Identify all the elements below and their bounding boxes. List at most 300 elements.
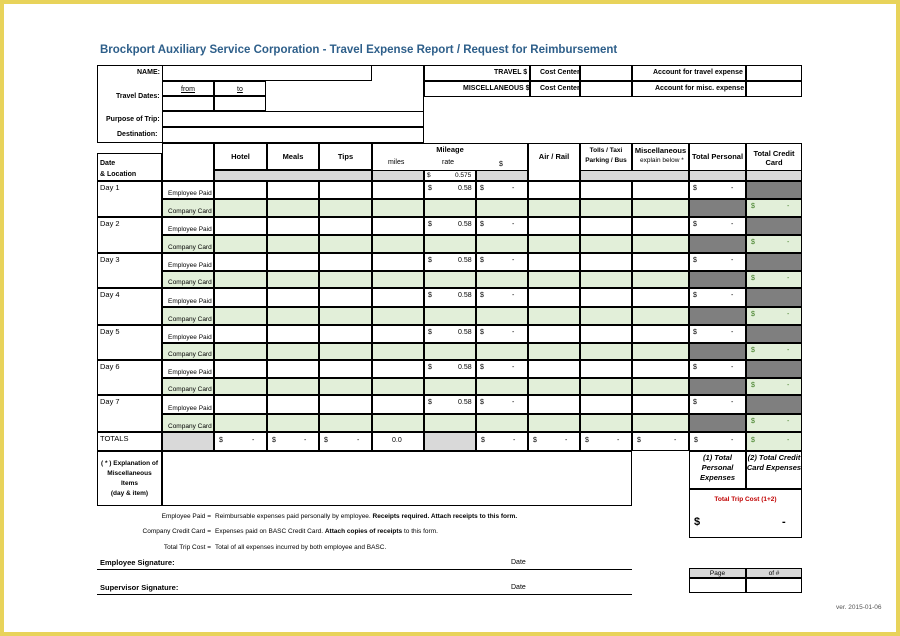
day-label: Day 4 xyxy=(100,290,120,299)
employee-date-label: Date xyxy=(511,559,526,566)
company-cell[interactable] xyxy=(580,235,632,253)
total-dollar: $ xyxy=(533,437,537,444)
rate-dollar: $ xyxy=(428,185,432,192)
total-dollar: $ xyxy=(219,437,223,444)
employee-cell[interactable] xyxy=(267,288,319,307)
company-cell[interactable] xyxy=(267,235,319,253)
rate-dollar: $ xyxy=(428,399,432,406)
mileage-dash: - xyxy=(512,329,515,336)
rate-dollar: $ xyxy=(428,221,432,228)
total-personal-header: Total Personal xyxy=(691,152,744,161)
company-cell[interactable] xyxy=(424,235,476,253)
tc-dash: - xyxy=(787,311,790,318)
company-cell[interactable] xyxy=(319,307,372,325)
company-card-label: Company Card xyxy=(168,423,212,430)
company-card-label: Company Card xyxy=(168,208,212,215)
rate-value: 0.58 xyxy=(458,399,472,406)
tp-dollar: $ xyxy=(693,185,697,192)
company-cell[interactable] xyxy=(580,307,632,325)
mileage-dash: - xyxy=(512,292,515,299)
meals-header: Meals xyxy=(282,152,304,161)
legend-term: Total Trip Cost = xyxy=(163,544,211,551)
mileage-dash: - xyxy=(512,257,515,264)
mileage-dash: - xyxy=(512,399,515,406)
company-cell[interactable] xyxy=(632,414,689,432)
employee-cell[interactable] xyxy=(528,217,580,235)
employee-cell[interactable] xyxy=(580,253,632,271)
company-cell[interactable] xyxy=(476,414,528,432)
employee-paid-label: Employee Paid xyxy=(168,334,212,341)
company-cell[interactable] xyxy=(476,378,528,395)
total-credit-header-1: Total Credit xyxy=(753,149,795,158)
company-cell[interactable] xyxy=(372,414,424,432)
total-dash: - xyxy=(565,437,568,444)
to-date-field[interactable] xyxy=(214,96,266,111)
legend-tail: to this form. xyxy=(403,528,438,535)
name-field[interactable] xyxy=(162,65,372,81)
company-cell[interactable] xyxy=(319,235,372,253)
rate-value: 0.58 xyxy=(458,329,472,336)
tp-dash: - xyxy=(731,292,734,299)
mileage-dollar: $ xyxy=(480,221,484,228)
explanation-label: Miscellaneous xyxy=(107,470,152,477)
total-personal-blank xyxy=(689,307,746,325)
rate-sub-dollar: $ xyxy=(427,172,431,179)
employee-cell[interactable] xyxy=(372,181,424,199)
employee-cell[interactable] xyxy=(632,325,689,343)
company-cell[interactable] xyxy=(528,343,580,360)
total-dash: - xyxy=(617,437,620,444)
total-dash: - xyxy=(357,437,360,444)
company-cell[interactable] xyxy=(319,343,372,360)
travel-account-label: Account for travel expense xyxy=(653,69,743,76)
company-card-label: Company Card xyxy=(168,316,212,323)
header-sub-misc xyxy=(580,170,689,181)
company-card-label: Company Card xyxy=(168,351,212,358)
tc-dash: - xyxy=(787,347,790,354)
total-personal-blank xyxy=(689,271,746,288)
mileage-dollar: $ xyxy=(480,185,484,192)
employee-cell[interactable] xyxy=(528,253,580,271)
company-cell[interactable] xyxy=(580,343,632,360)
tp-dash: - xyxy=(731,221,734,228)
company-cell[interactable] xyxy=(267,271,319,288)
total-dash: - xyxy=(252,437,255,444)
employee-cell[interactable] xyxy=(267,325,319,343)
employee-cell[interactable] xyxy=(319,360,372,378)
company-cell[interactable] xyxy=(372,199,424,217)
air-rail-header: Air / Rail xyxy=(538,152,570,161)
employee-cell[interactable] xyxy=(632,360,689,378)
total-dollar: $ xyxy=(585,437,589,444)
legend-plain: Expenses paid on BASC Credit Card. xyxy=(215,528,324,535)
company-cell[interactable] xyxy=(528,414,580,432)
total-dash: - xyxy=(731,437,734,444)
mileage-dollar-header: $ xyxy=(499,161,503,168)
trip-total-label: Total Trip Cost (1+2) xyxy=(714,496,777,503)
tc-summary-label: Card Expenses xyxy=(746,463,802,472)
tc-dash: - xyxy=(787,275,790,282)
employee-cell[interactable] xyxy=(214,181,267,199)
employee-paid-label: Employee Paid xyxy=(168,298,212,305)
total-dash: - xyxy=(304,437,307,444)
employee-cell[interactable] xyxy=(267,360,319,378)
company-cell[interactable] xyxy=(632,199,689,217)
company-card-label: Company Card xyxy=(168,386,212,393)
cost-center-travel-field[interactable] xyxy=(580,65,632,81)
purpose-label: Purpose of Trip: xyxy=(106,116,160,123)
rate-value: 0.58 xyxy=(458,364,472,371)
employee-signature-line[interactable] xyxy=(97,569,632,570)
total-miles: 0.0 xyxy=(392,437,402,444)
travel-account-field[interactable] xyxy=(746,65,802,81)
employee-paid-label: Employee Paid xyxy=(168,190,212,197)
misc-sub-header: explain below * xyxy=(640,157,684,164)
total-credit-blank xyxy=(746,288,802,307)
name-label: NAME: xyxy=(137,69,160,76)
employee-cell[interactable] xyxy=(214,325,267,343)
company-cell[interactable] xyxy=(476,307,528,325)
tc-dollar: $ xyxy=(751,382,755,389)
company-cell[interactable] xyxy=(424,271,476,288)
employee-cell[interactable] xyxy=(372,395,424,414)
company-cell[interactable] xyxy=(424,378,476,395)
company-cell[interactable] xyxy=(372,307,424,325)
misc-account-label: Account for misc. expense xyxy=(655,85,745,92)
employee-cell[interactable] xyxy=(580,325,632,343)
misc-amount-label: MISCELLANEOUS $ xyxy=(463,85,530,92)
page-title: Brockport Auxiliary Service Corporation - Travel Expense Report / Request for Reimbursement xyxy=(100,44,618,56)
company-cell[interactable] xyxy=(214,378,267,395)
supervisor-signature-label: Supervisor Signature: xyxy=(100,583,179,592)
mileage-dollar: $ xyxy=(480,292,484,299)
of-label: of # xyxy=(768,570,780,577)
day-label: Day 3 xyxy=(100,255,120,264)
company-cell[interactable] xyxy=(267,414,319,432)
rate-value: 0.58 xyxy=(458,185,472,192)
company-cell[interactable] xyxy=(319,414,372,432)
cost-center-label-1: Cost Center xyxy=(540,69,580,76)
tp-dollar: $ xyxy=(693,364,697,371)
total-personal-value xyxy=(689,395,746,414)
tolls-header-1: Tolls / Taxi xyxy=(589,147,623,154)
trip-total-dash: - xyxy=(782,516,786,528)
mileage-dash: - xyxy=(512,364,515,371)
hotel-header: Hotel xyxy=(231,152,250,161)
header-blank xyxy=(162,143,214,181)
company-cell[interactable] xyxy=(632,378,689,395)
location-header: & Location xyxy=(100,171,137,178)
explanation-label: ( * ) Explanation of xyxy=(100,460,159,467)
employee-cell[interactable] xyxy=(632,181,689,199)
employee-cell[interactable] xyxy=(319,288,372,307)
tc-total-dollar: $ xyxy=(751,437,755,444)
tp-dollar: $ xyxy=(693,399,697,406)
to-label: to xyxy=(237,86,243,93)
total-credit-blank xyxy=(746,325,802,343)
explanation-field[interactable] xyxy=(162,451,632,506)
company-cell[interactable] xyxy=(372,378,424,395)
tp-sub xyxy=(689,170,746,181)
tc-dollar: $ xyxy=(751,275,755,282)
legend-description xyxy=(215,528,438,535)
employee-cell[interactable] xyxy=(372,360,424,378)
tp-dash: - xyxy=(731,257,734,264)
company-cell[interactable] xyxy=(580,414,632,432)
company-cell[interactable] xyxy=(476,271,528,288)
rate-dollar: $ xyxy=(428,257,432,264)
total-personal-value xyxy=(689,253,746,271)
employee-cell[interactable] xyxy=(372,253,424,271)
destination-label: Destination: xyxy=(117,131,158,138)
total-dollar: $ xyxy=(694,437,698,444)
employee-signature-label: Employee Signature: xyxy=(100,558,175,567)
employee-cell[interactable] xyxy=(632,217,689,235)
company-cell[interactable] xyxy=(528,378,580,395)
company-cell[interactable] xyxy=(528,271,580,288)
day-label: Day 1 xyxy=(100,183,120,192)
miles-sub xyxy=(372,170,424,181)
purpose-field[interactable] xyxy=(162,111,424,127)
company-cell[interactable] xyxy=(319,271,372,288)
company-cell[interactable] xyxy=(372,235,424,253)
cost-center-misc-field[interactable] xyxy=(580,81,632,97)
day-label: Day 7 xyxy=(100,397,120,406)
employee-cell[interactable] xyxy=(214,288,267,307)
rate-value: 0.58 xyxy=(458,257,472,264)
company-cell[interactable] xyxy=(267,307,319,325)
date-header: Date xyxy=(100,160,116,167)
employee-cell[interactable] xyxy=(528,181,580,199)
tp-dash: - xyxy=(731,329,734,336)
company-cell[interactable] xyxy=(632,235,689,253)
supervisor-date-label: Date xyxy=(511,584,526,591)
company-cell[interactable] xyxy=(214,199,267,217)
employee-cell[interactable] xyxy=(319,253,372,271)
employee-cell[interactable] xyxy=(267,253,319,271)
company-cell[interactable] xyxy=(267,199,319,217)
explanation-label: Items xyxy=(121,480,138,487)
company-cell[interactable] xyxy=(476,235,528,253)
tp-dollar: $ xyxy=(693,221,697,228)
mileage-dollar: $ xyxy=(480,329,484,336)
company-cell[interactable] xyxy=(632,343,689,360)
rate-sub-value: 0.575 xyxy=(455,172,472,179)
company-cell[interactable] xyxy=(424,307,476,325)
legend-description xyxy=(215,544,386,551)
from-label: from xyxy=(181,86,195,93)
employee-cell[interactable] xyxy=(319,217,372,235)
totals-label: TOTALS xyxy=(100,434,129,443)
rate-header: rate xyxy=(442,159,455,166)
tp-dollar: $ xyxy=(693,257,697,264)
mileage-dollar-sub xyxy=(476,170,528,181)
total-dollar: $ xyxy=(324,437,328,444)
company-cell[interactable] xyxy=(214,307,267,325)
company-cell[interactable] xyxy=(214,414,267,432)
page-number-field[interactable] xyxy=(689,578,746,593)
company-cell[interactable] xyxy=(424,343,476,360)
employee-cell[interactable] xyxy=(267,217,319,235)
rate-dollar: $ xyxy=(428,364,432,371)
legend-term: Employee Paid = xyxy=(161,513,211,520)
employee-cell[interactable] xyxy=(632,395,689,414)
employee-paid-label: Employee Paid xyxy=(168,369,212,376)
total-credit-blank xyxy=(746,360,802,378)
rate-value: 0.58 xyxy=(458,292,472,299)
employee-cell[interactable] xyxy=(319,181,372,199)
employee-cell[interactable] xyxy=(214,253,267,271)
employee-cell[interactable] xyxy=(214,360,267,378)
company-cell[interactable] xyxy=(424,414,476,432)
mileage-dollar: $ xyxy=(480,364,484,371)
employee-paid-label: Employee Paid xyxy=(168,226,212,233)
company-cell[interactable] xyxy=(267,378,319,395)
total-personal-value xyxy=(689,325,746,343)
misc-account-field[interactable] xyxy=(746,81,802,97)
misc-header: Miscellaneous xyxy=(634,146,687,155)
tolls-header-2: Parking / Bus xyxy=(585,157,627,164)
legend-plain: Total of all expenses incurred by both employee and BASC. xyxy=(215,544,387,551)
employee-cell[interactable] xyxy=(267,395,319,414)
company-cell[interactable] xyxy=(476,343,528,360)
tp-summary-label: Expenses xyxy=(699,473,736,482)
employee-cell[interactable] xyxy=(372,217,424,235)
tc-dash: - xyxy=(787,382,790,389)
tp-dollar: $ xyxy=(693,292,697,299)
supervisor-signature-line[interactable] xyxy=(97,594,632,595)
total-dollar: $ xyxy=(637,437,641,444)
total-dash: - xyxy=(513,437,516,444)
totals-cell xyxy=(424,432,476,451)
version-label: ver. 2015-01-06 xyxy=(836,604,882,611)
company-cell[interactable] xyxy=(372,343,424,360)
miles-header: miles xyxy=(388,159,405,166)
company-cell[interactable] xyxy=(528,199,580,217)
total-credit-blank xyxy=(746,217,802,235)
company-cell[interactable] xyxy=(424,199,476,217)
company-cell[interactable] xyxy=(580,271,632,288)
legend-plain: Reimbursable expenses paid personally by employee. xyxy=(215,513,371,520)
company-cell[interactable] xyxy=(580,378,632,395)
total-credit-header-2: Card xyxy=(765,158,783,167)
page-label: Page xyxy=(709,570,726,577)
employee-cell[interactable] xyxy=(580,360,632,378)
rate-value: 0.58 xyxy=(458,221,472,228)
day-label: Day 2 xyxy=(100,219,120,228)
mileage-header: Mileage xyxy=(436,145,464,154)
rate-dollar: $ xyxy=(428,329,432,336)
tp-dash: - xyxy=(731,185,734,192)
total-credit-blank xyxy=(746,395,802,414)
tc-summary-label: (2) Total Credit xyxy=(747,453,801,462)
mileage-dash: - xyxy=(512,185,515,192)
tc-dollar: $ xyxy=(751,418,755,425)
employee-cell[interactable] xyxy=(580,395,632,414)
mileage-dollar: $ xyxy=(480,257,484,264)
employee-cell[interactable] xyxy=(214,395,267,414)
trip-total-dollar: $ xyxy=(694,516,701,528)
company-cell[interactable] xyxy=(476,199,528,217)
total-personal-value xyxy=(689,288,746,307)
total-personal-blank xyxy=(689,414,746,432)
company-cell[interactable] xyxy=(528,235,580,253)
mileage-dollar: $ xyxy=(480,399,484,406)
tc-total-dash: - xyxy=(787,437,790,444)
employee-cell[interactable] xyxy=(580,181,632,199)
company-cell[interactable] xyxy=(214,343,267,360)
employee-cell[interactable] xyxy=(372,288,424,307)
employee-cell[interactable] xyxy=(580,288,632,307)
company-cell[interactable] xyxy=(214,271,267,288)
tc-dash: - xyxy=(787,203,790,210)
total-personal-value xyxy=(689,181,746,199)
company-cell[interactable] xyxy=(632,271,689,288)
from-date-field[interactable] xyxy=(162,96,214,111)
total-personal-blank xyxy=(689,199,746,217)
total-dash: - xyxy=(674,437,677,444)
destination-field[interactable] xyxy=(162,127,424,143)
company-cell[interactable] xyxy=(580,199,632,217)
company-cell[interactable] xyxy=(319,378,372,395)
employee-cell[interactable] xyxy=(372,325,424,343)
employee-cell[interactable] xyxy=(632,253,689,271)
rate-dollar: $ xyxy=(428,292,432,299)
company-cell[interactable] xyxy=(372,271,424,288)
tp-summary-label: (1) Total xyxy=(703,453,732,462)
company-cell[interactable] xyxy=(319,199,372,217)
page-total-field[interactable] xyxy=(746,578,802,593)
employee-cell[interactable] xyxy=(528,288,580,307)
employee-cell[interactable] xyxy=(267,181,319,199)
explanation-label: (day & item) xyxy=(110,490,149,497)
employee-cell[interactable] xyxy=(632,288,689,307)
employee-paid-label: Employee Paid xyxy=(168,405,212,412)
total-personal-value xyxy=(689,217,746,235)
total-personal-blank xyxy=(689,343,746,360)
employee-cell[interactable] xyxy=(528,395,580,414)
tp-dash: - xyxy=(731,399,734,406)
air-rail-cell xyxy=(528,143,580,181)
employee-cell[interactable] xyxy=(528,325,580,343)
tp-dash: - xyxy=(731,364,734,371)
company-cell[interactable] xyxy=(632,307,689,325)
mileage-dash: - xyxy=(512,221,515,228)
employee-cell[interactable] xyxy=(319,325,372,343)
tc-dollar: $ xyxy=(751,311,755,318)
tips-header: Tips xyxy=(337,152,354,161)
legend-term: Company Credit Card = xyxy=(142,528,211,535)
company-cell[interactable] xyxy=(267,343,319,360)
employee-cell[interactable] xyxy=(580,217,632,235)
tc-dollar: $ xyxy=(751,239,755,246)
total-personal-blank xyxy=(689,235,746,253)
tc-dollar: $ xyxy=(751,203,755,210)
company-cell[interactable] xyxy=(214,235,267,253)
total-personal-blank xyxy=(689,378,746,395)
employee-cell[interactable] xyxy=(319,395,372,414)
employee-cell[interactable] xyxy=(528,360,580,378)
travel-dates-label: Travel Dates: xyxy=(116,93,160,100)
total-credit-blank xyxy=(746,253,802,271)
tc-dollar: $ xyxy=(751,347,755,354)
total-dollar: $ xyxy=(481,437,485,444)
day-label: Day 5 xyxy=(100,327,120,336)
employee-cell[interactable] xyxy=(214,217,267,235)
total-personal-value xyxy=(689,360,746,378)
company-cell[interactable] xyxy=(528,307,580,325)
cost-center-label-2: Cost Center xyxy=(540,85,580,92)
